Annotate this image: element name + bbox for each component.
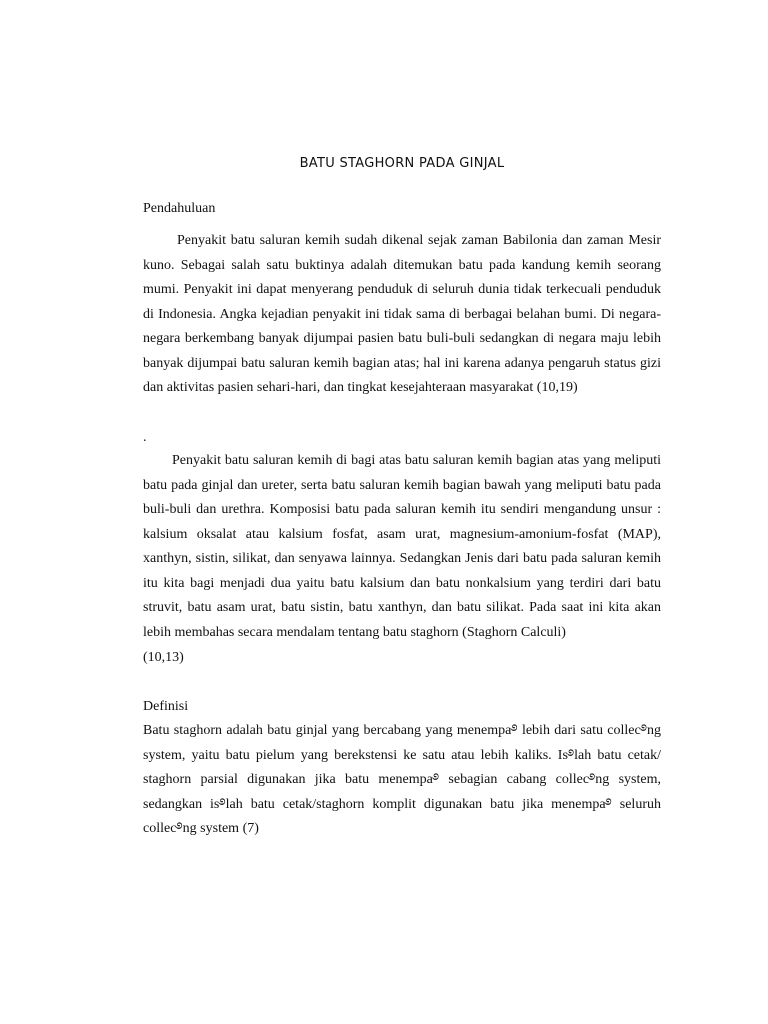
paragraph-reference: (10,13) [143, 650, 184, 665]
section-heading-pendahuluan: Pendahuluan [143, 201, 216, 216]
stray-period: . [143, 430, 147, 445]
paragraph-introduction-1: Penyakit batu saluran kemih sudah dikenal sejak zaman Babilonia dan zaman Mesir kuno. Sebagai salah satu buktinya adalah ditemukan batu pada kandung kemih seorang mumi. Penyakit ini dapat menyerang penduduk di seluruh dunia tidak terkecuali penduduk di Indonesia. Angka kejadian penyakit ini tidak sama di berbagai belahan bumi. Di negara-negara berkembang banyak dijumpai pasien batu buli-buli sedangkan di negara maju lebih banyak dijumpai batu saluran kemih bagian atas; hal ini karena adanya pengaruh status gizi dan aktivitas pasien sehari-hari, dan tingkat kesejahteraan masyarakat (10,19) [143, 233, 661, 395]
paragraph-definition: Batu staghorn adalah batu ginjal yang bercabang yang menempa࿔ lebih dari satu collec࿔ng system, yaitu batu pielum yang berekstensi ke satu atau lebih kaliks. Is࿔lah batu cetak/ staghorn parsial digunakan jika batu menempa࿔ sebagian cabang collec࿔ng system, sedangkan is࿔lah batu cetak/staghorn komplit digunakan batu jika menempa࿔ seluruh collec࿔ng system (7) [143, 723, 661, 836]
section-heading-definisi: Definisi [143, 699, 189, 714]
paragraph-introduction-2: Penyakit batu saluran kemih di bagi atas batu saluran kemih bagian atas yang meliputi batu pada ginjal dan ureter, serta batu saluran kemih bagian bawah yang meliputi batu pada buli-buli dan urethra. Komposisi batu pada saluran kemih itu sendiri mengandung unsur : kalsium oksalat atau kalsium fosfat, asam urat, magnesium-amonium-fosfat (MAP), xanthyn, sistin, silikat, dan senyawa lainnya. Sedangkan Jenis dari batu pada saluran kemih itu kita bagi menjadi dua yaitu batu kalsium dan batu nonkalsium yang terdiri dari batu struvit, batu asam urat, batu sistin, batu xanthyn, dan batu silikat. Pada saat ini kita akan lebih membahas secara mendalam tentang batu staghorn (Staghorn Calculi) [143, 453, 661, 640]
document-title: BATU STAGHORN PADA GINJAL [299, 156, 505, 171]
